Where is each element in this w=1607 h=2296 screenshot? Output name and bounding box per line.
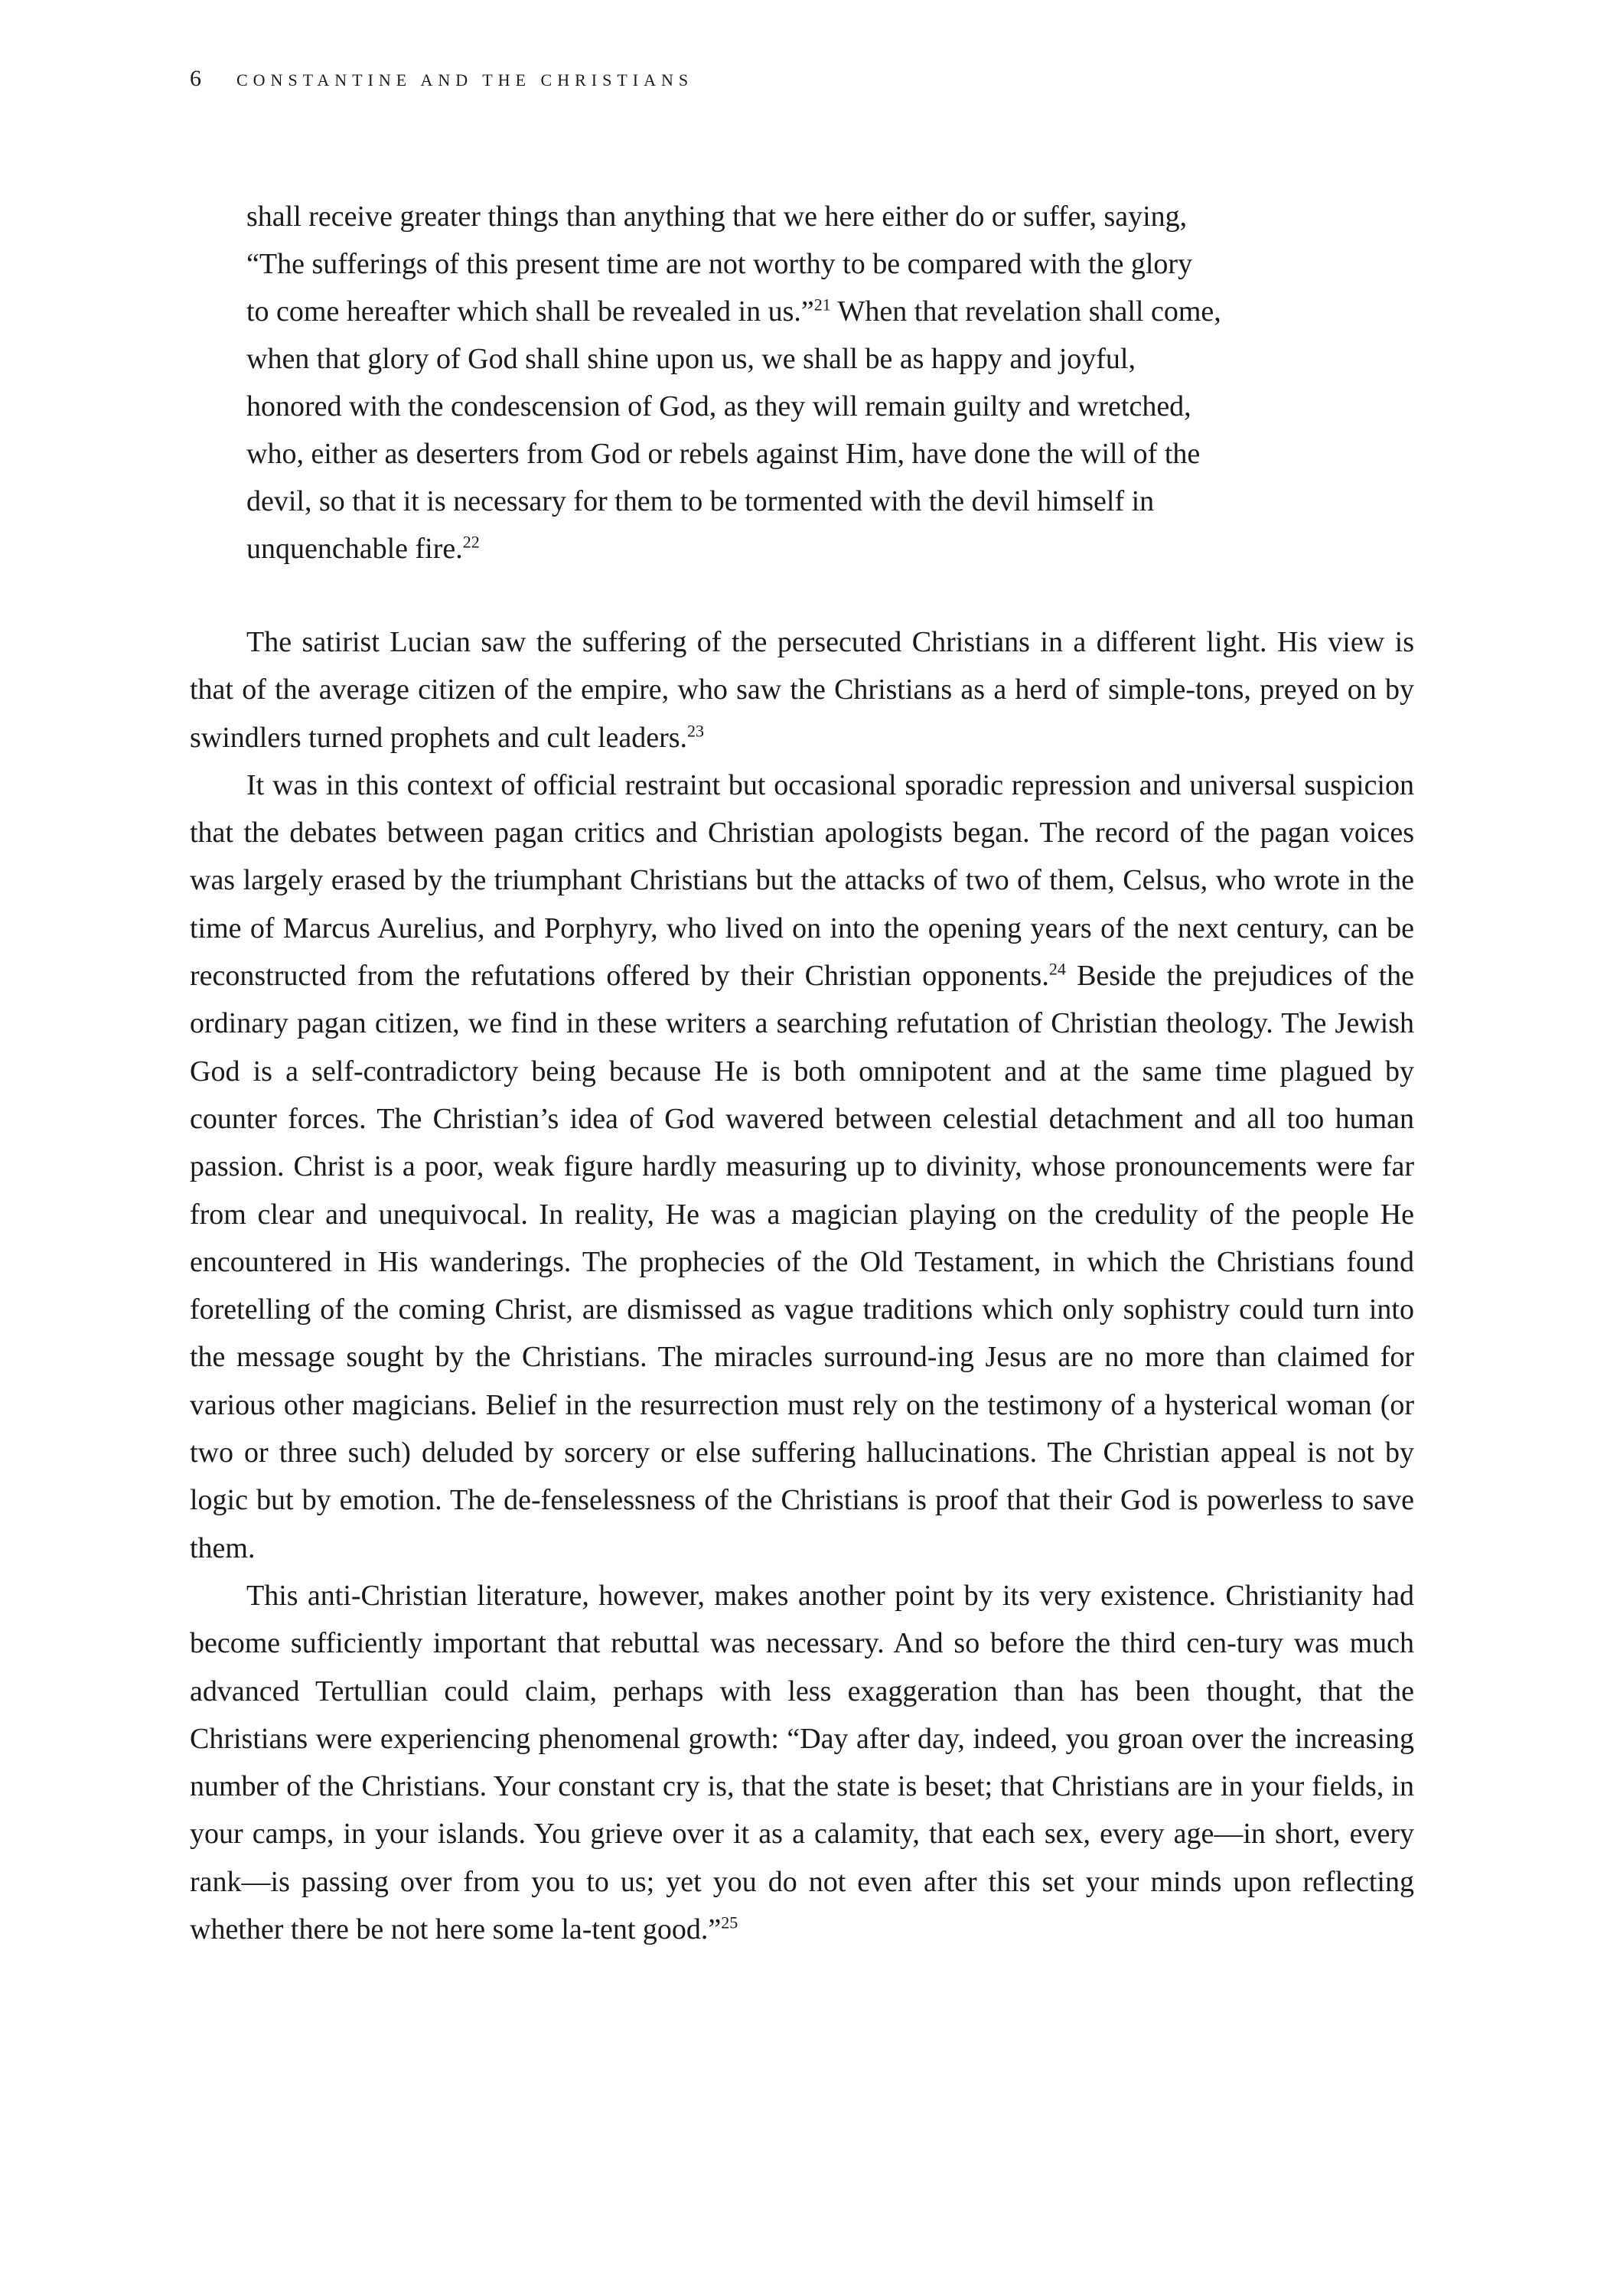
paragraph-literature xyxy=(190,1572,1414,1953)
block-quote xyxy=(246,193,1356,572)
paragraph-text: This anti-Christian literature, however, makes another point by its very existence. Christianity had become sufficiently important that rebuttal was necessary. And so before the third cen-tury was much advanced Tertullian could claim, perhaps with less exaggeration than has been thought, that the Christians were experiencing phenomenal growth: “Day after day, indeed, you groan over the increasing number of the Christians. Your constant cry is, that the state is beset; that Christians are in your fields, in your camps, in your islands. You grieve over it as a calamity, that each sex, every age—in short, every rank—is passing over from you to us; yet you do not even after this set your minds upon reflecting whether there be not here some la-tent good.” xyxy=(190,1579,1414,1946)
footnote-ref-21: 21 xyxy=(813,295,831,315)
paragraph-text: The satirist Lucian saw the suffering of the persecuted Christians in a different light. His view is that of the average citizen of the empire, who saw the Christians as a herd of simple-tons, preyed on by swindlers turned prophets and cult leaders. xyxy=(190,626,1414,754)
paragraph-text: Beside the prejudices of the ordinary pagan citizen, we find in these writers a searching refutation of Christian theology. The Jewish God is a self-contradictory being because He is both omnipotent and at the same time plagued by counter forces. The Christian’s idea of God wavered between celestial detachment and all too human passion. Christ is a poor, weak figure hardly measuring up to divinity, whose pronouncements were far from clear and unequivocal. In reality, He was a magician playing on the credulity of the people He encountered in His wanderings. The prophecies of the Old Testament, in which the Christians found foretelling of the coming Christ, are dismissed as vague traditions which only sophistry could turn into the message sought by the Christians. The miracles surround-ing Jesus are no more than claimed for various other magicians. Belief in the resurrection must rely on the testimony of a hysterical woman (or two or three such) deluded by sorcery or else suffering hallucinations. The Christian appeal is not by logic but by emotion. The de-fenselessness of the Christians is proof that their God is powerless to save them. xyxy=(190,960,1414,1564)
quote-line xyxy=(246,288,1356,335)
page-number: 6 xyxy=(190,66,201,91)
footnote-ref-22: 22 xyxy=(462,532,480,552)
paragraph-debates xyxy=(190,762,1414,1572)
quote-line: devil, so that it is necessary for them to be tormented with the devil himself in xyxy=(246,485,1155,517)
quote-line: shall receive greater things than anything that we here either do or suffer, saying, xyxy=(246,201,1188,233)
quote-line: “The sufferings of this present time are not worthy to be compared with the glory xyxy=(246,248,1193,280)
running-head xyxy=(190,66,693,92)
footnote-ref-24: 24 xyxy=(1048,959,1066,979)
footnote-ref-25: 25 xyxy=(721,1913,738,1932)
quote-line-text: unquenchable fire. xyxy=(246,533,463,565)
quote-line: when that glory of God shall shine upon us, we shall be as happy and joyful, xyxy=(246,343,1136,375)
quote-line-text: to come hereafter which shall be revealed in us.” xyxy=(246,295,814,328)
running-title: CONSTANTINE AND THE CHRISTIANS xyxy=(236,70,694,90)
paragraph-lucian xyxy=(190,618,1414,762)
body-text xyxy=(190,618,1414,1953)
quote-line xyxy=(246,525,1356,572)
paragraph-text: It was in this context of official restraint but occasional sporadic repression and universal suspicion that the debates between pagan critics and Christian apologists began. The record of the pagan voices was largely erased by the triumphant Christians but the attacks of two of them, Celsus, who wrote in the time of Marcus Aurelius, and Porphyry, who lived on into the opening years of the next century, can be reconstructed from the refutations offered by their Christian opponents. xyxy=(190,768,1414,993)
block-quote-text xyxy=(246,193,1356,572)
quote-line-text: When that revelation shall come, xyxy=(830,295,1221,328)
footnote-ref-23: 23 xyxy=(687,720,705,740)
quote-line: who, either as deserters from God or rebels against Him, have done the will of the xyxy=(246,438,1201,470)
quote-line: honored with the condescension of God, as they will remain guilty and wretched, xyxy=(246,390,1191,422)
